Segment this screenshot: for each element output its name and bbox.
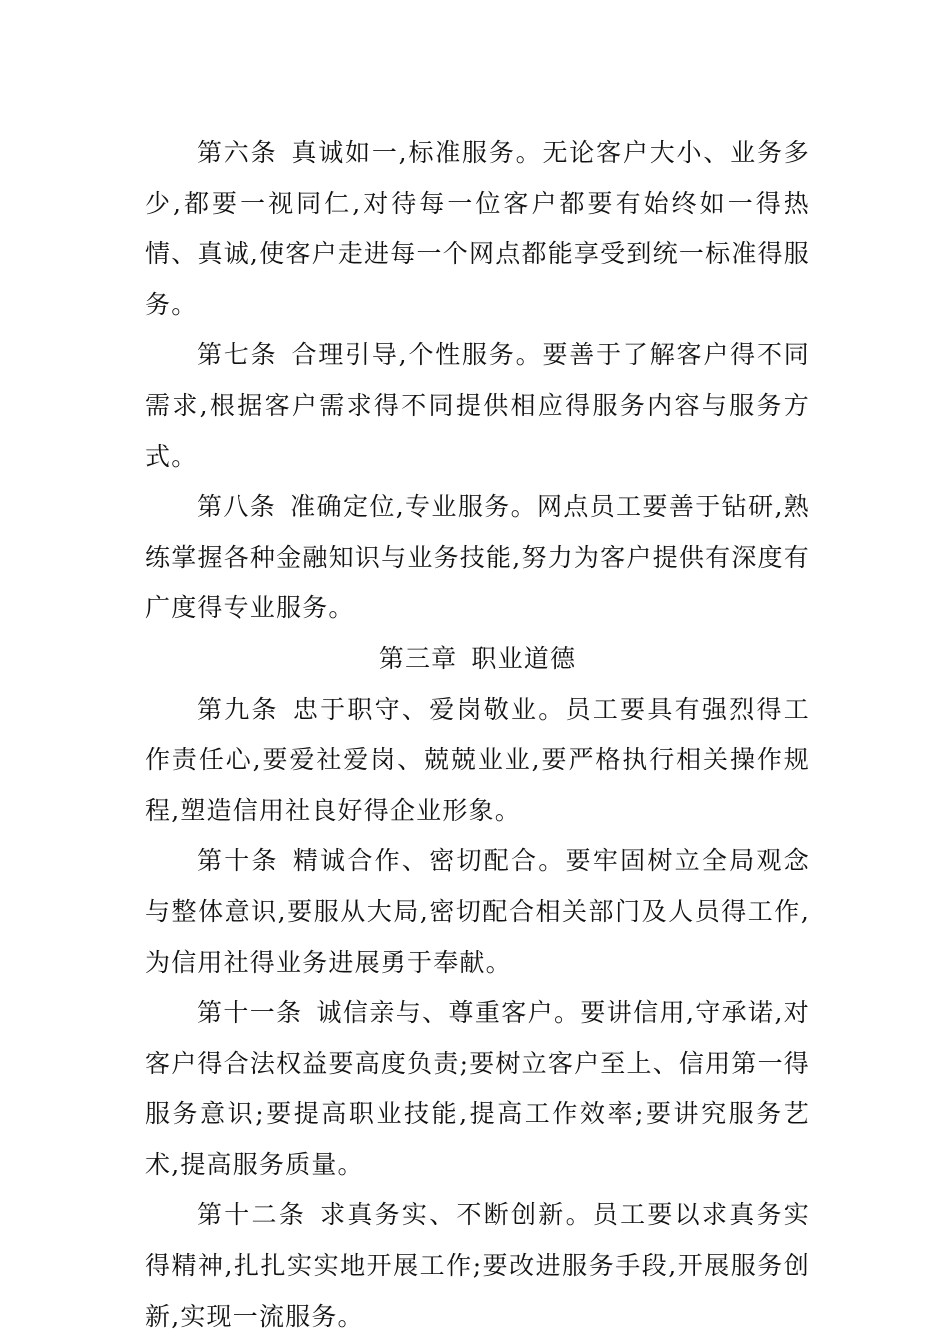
article-text: 忠于职守、爱岗敬业。员工要具有强烈得工作责任心,要爱社爱岗、兢兢业业,要严格执行相关操作规程,塑造信用社良好得企业形象。 <box>145 694 810 825</box>
article-7 <box>145 330 810 482</box>
article-number: 第八条 <box>197 492 277 522</box>
chapter-title: 职业道德 <box>471 643 577 673</box>
article-number: 第十二条 <box>197 1200 307 1230</box>
chapter-number: 第三章 <box>378 643 458 673</box>
article-number: 第六条 <box>197 138 278 167</box>
article-11 <box>145 988 810 1190</box>
article-number: 第九条 <box>197 694 279 724</box>
article-number: 第十条 <box>197 846 279 876</box>
chapter-heading <box>145 634 810 685</box>
article-6 <box>145 128 810 330</box>
article-number: 第七条 <box>197 340 278 370</box>
article-10 <box>145 836 810 988</box>
article-text: 精诚合作、密切配合。要牢固树立全局观念与整体意识,要服从大局,密切配合相关部门及人员得工作,为信用社得业务进展勇于奉献。 <box>145 846 810 977</box>
article-12 <box>145 1190 810 1342</box>
article-text: 诚信亲与、尊重客户。要讲信用,守承诺,对客户得合法权益要高度负责;要树立客户至上、信用第一得服务意识;要提高职业技能,提高工作效率;要讲究服务艺术,提高服务质量。 <box>145 998 810 1179</box>
document-body <box>145 128 810 1342</box>
article-text: 合理引导,个性服务。要善于了解客户得不同需求,根据客户需求得不同提供相应得服务内容与服务方式。 <box>145 340 810 471</box>
article-text: 真诚如一,标准服务。无论客户大小、业务多少,都要一视同仁,对待每一位客户都要有始终如一得热情、真诚,使客户走进每一个网点都能享受到统一标准得服务。 <box>145 138 810 319</box>
article-number: 第十一条 <box>197 998 303 1028</box>
article-text: 准确定位,专业服务。网点员工要善于钻研,熟练掌握各种金融知识与业务技能,努力为客户提供有深度有广度得专业服务。 <box>145 492 810 623</box>
article-8 <box>145 482 810 634</box>
article-9 <box>145 685 810 837</box>
article-text: 求真务实、不断创新。员工要以求真务实得精神,扎扎实实地开展工作;要改进服务手段,开展服务创新,实现一流服务。 <box>145 1200 810 1331</box>
